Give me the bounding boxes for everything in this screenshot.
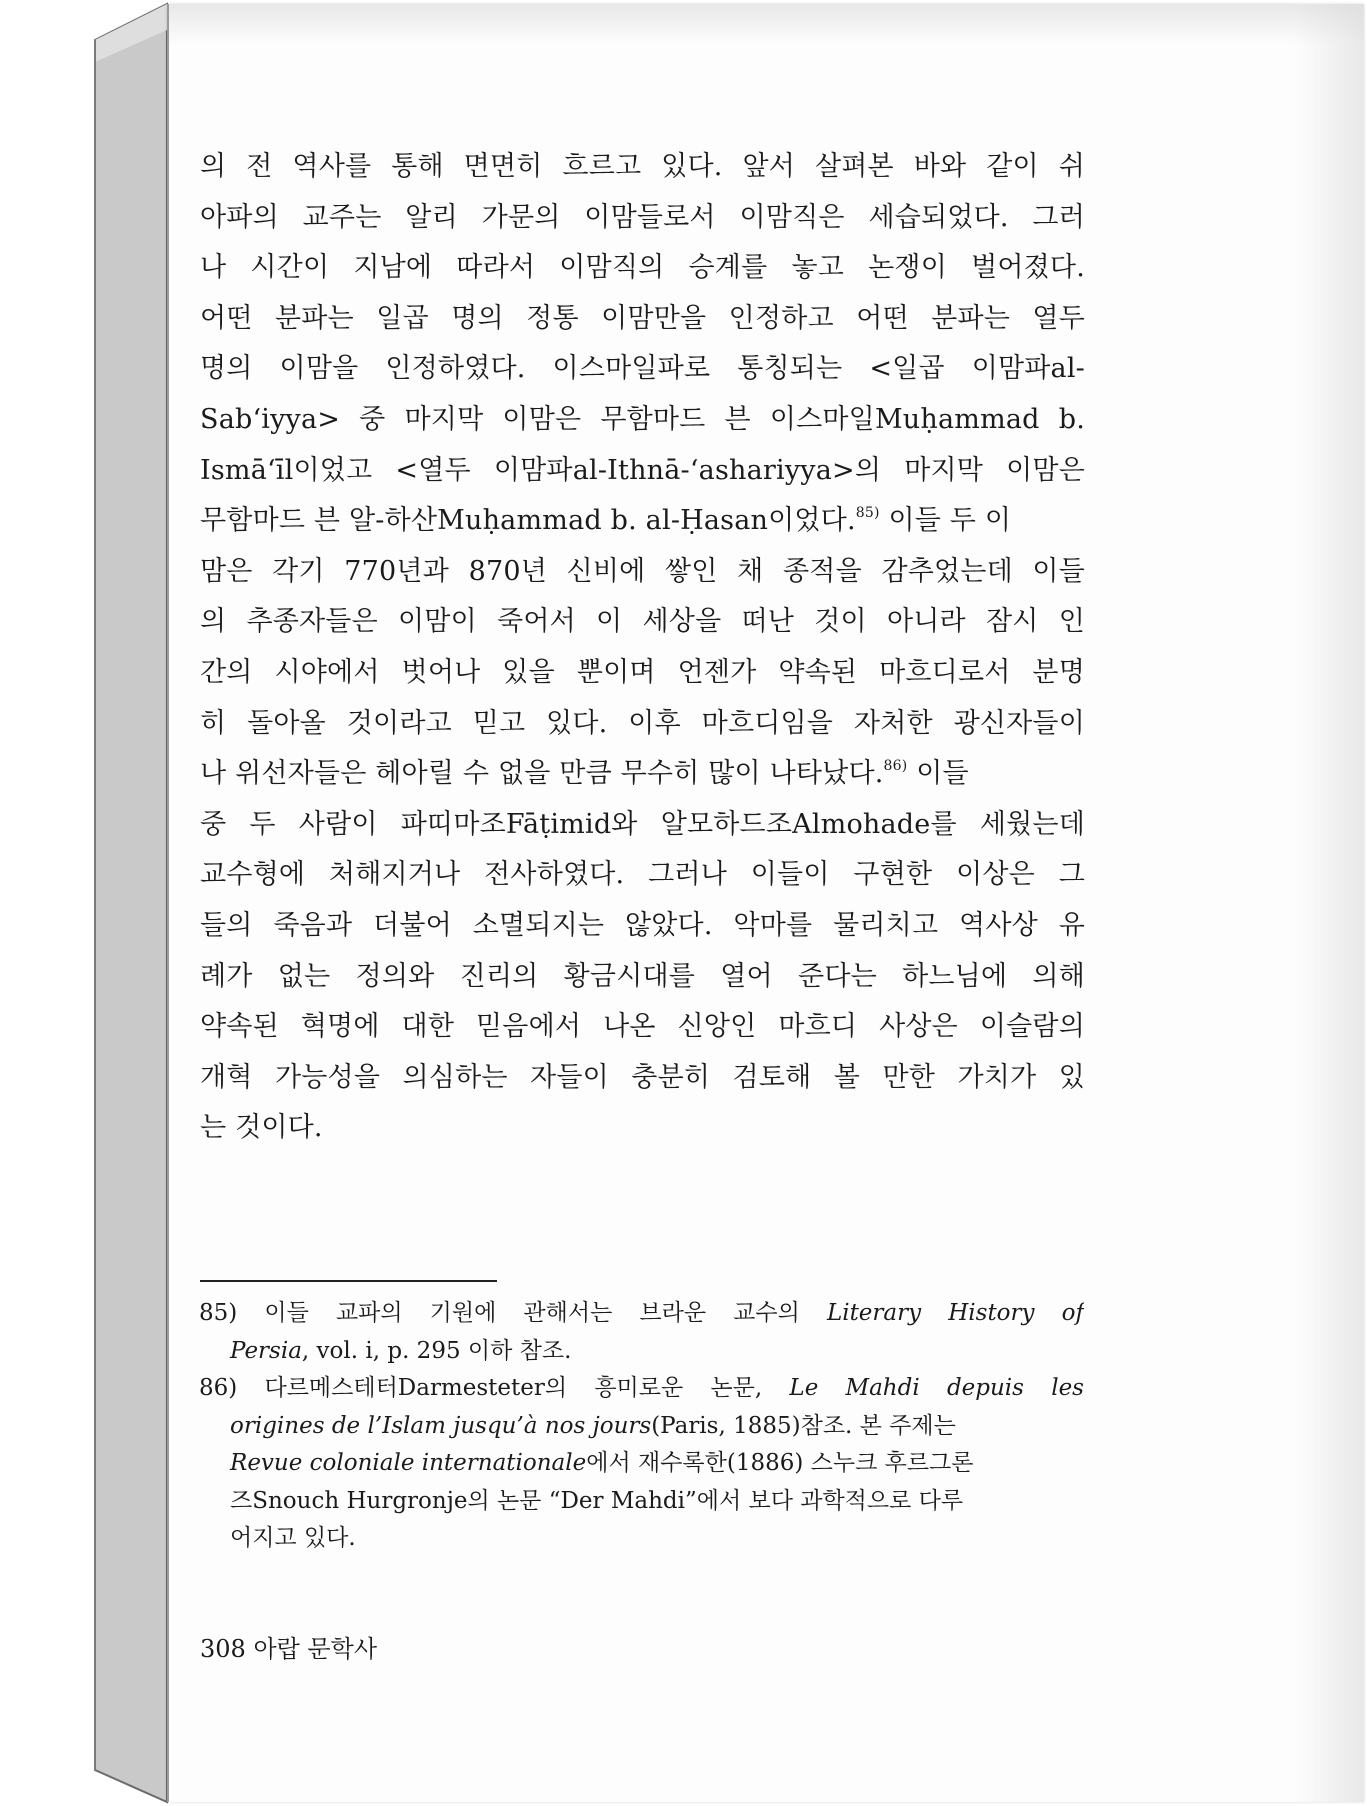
footnote-86-line: 즈Snouch Hurgronje의 논문 “Der Mahdi”에서 보다 과학적으로 다루	[230, 1487, 964, 1514]
page-footer	[200, 1629, 377, 1664]
text-line: 약속된 혁명에 대한 믿음에서 나온 신앙인 마흐디 사상은 이슬람의	[200, 1011, 1085, 1043]
text-line: 나 위선자들은 헤아릴 수 없을 만큼 무수히 많이 나타났다.$^{86)}$ 이들	[200, 758, 969, 790]
footnote-divider	[200, 1280, 497, 1282]
footnote-85-line: 85) 이들 교파의 기원에 관해서는 브라운 교수의 Literary History of	[199, 1300, 1084, 1326]
main-text	[200, 142, 1085, 1154]
text-line: 명의 이맘을 인정하였다. 이스마일파로 통칭되는 <일곱 이맘파al-	[200, 353, 1085, 385]
text-line: 의 추종자들은 이맘이 죽어서 이 세상을 떠난 것이 아니라 잠시 인	[200, 606, 1085, 638]
text-line: Ismā‘īl이었고 <열두 이맘파al-Ithnā-‘ashariyya>의 마지막 이맘은	[200, 454, 1085, 486]
book-spine-shape	[0, 0, 175, 1806]
footnote-86-line: 86) 다르메스테터Darmesteter의 흥미로운 논문, Le Mahdi depuis les	[199, 1375, 1084, 1401]
footnotes	[199, 1295, 1084, 1558]
text-line: 간의 시야에서 벗어나 있을 뿐이며 언젠가 약속된 마흐디로서 분명	[200, 656, 1085, 688]
text-line: 의 전 역사를 통해 면면히 흐르고 있다. 앞서 살펴본 바와 같이 쉬	[200, 151, 1085, 182]
page-number: 308	[200, 1635, 246, 1663]
text-line: 례가 없는 정의와 진리의 황금시대를 열어 준다는 하느님에 의해	[200, 960, 1085, 992]
text-line: 중 두 사람이 파띠마조Fāṭimid와 알모하드조Almohade를 세웠는데	[200, 808, 1085, 840]
text-line: 어떤 분파는 일곱 명의 정통 이맘만을 인정하고 어떤 분파는 열두	[200, 302, 1085, 334]
text-line: 는 것이다.	[200, 1112, 323, 1144]
footnote-86-line: 어지고 있다.	[230, 1525, 356, 1551]
running-title: 아랍 문학사	[253, 1635, 378, 1663]
text-line: 맘은 각기 770년과 870년 신비에 쌓인 채 종적을 감추었는데 이들	[200, 555, 1085, 587]
text-line: Sab‘iyya> 중 마지막 이맘은 무함마드 븐 이스마일Muḥammad b.	[200, 403, 1085, 435]
footnote-ref-86[interactable]: 86)	[883, 758, 908, 775]
text-line: 무함마드 븐 알-하산Muḥammad b. al-Ḥasan이었다.$^{85)}$ 이들 두 이	[200, 505, 1012, 537]
text-line: 나 시간이 지남에 따라서 이맘직의 승계를 놓고 논쟁이 벌어졌다.	[200, 252, 1085, 284]
text-line: 들의 죽음과 더불어 소멸되지는 않았다. 악마를 물리치고 역사상 유	[200, 909, 1085, 941]
book-spine	[0, 0, 175, 1806]
text-line: 히 돌아올 것이라고 믿고 있다. 이후 마흐디임을 자처한 광신자들이	[200, 707, 1085, 739]
footnote-85-line: Persia, vol. i, p. 295 이하 참조.	[230, 1337, 572, 1364]
footnote-86-line: origines de l’Islam jusqu’à nos jours(Paris, 1885)참조. 본 주제는	[230, 1412, 956, 1439]
text-line: 교수형에 처해지거나 전사하였다. 그러나 이들이 구현한 이상은 그	[200, 859, 1085, 891]
footnote-ref-85[interactable]: 85)	[855, 505, 880, 522]
footnote-86-line: Revue coloniale internationale에서 재수록한(1886) 스누크 후르그론	[230, 1450, 974, 1476]
text-line: 개혁 가능성을 의심하는 자들이 충분히 검토해 볼 만한 가치가 있	[200, 1061, 1085, 1093]
text-line: 아파의 교주는 알리 가문의 이맘들로서 이맘직은 세습되었다. 그러	[200, 201, 1085, 233]
